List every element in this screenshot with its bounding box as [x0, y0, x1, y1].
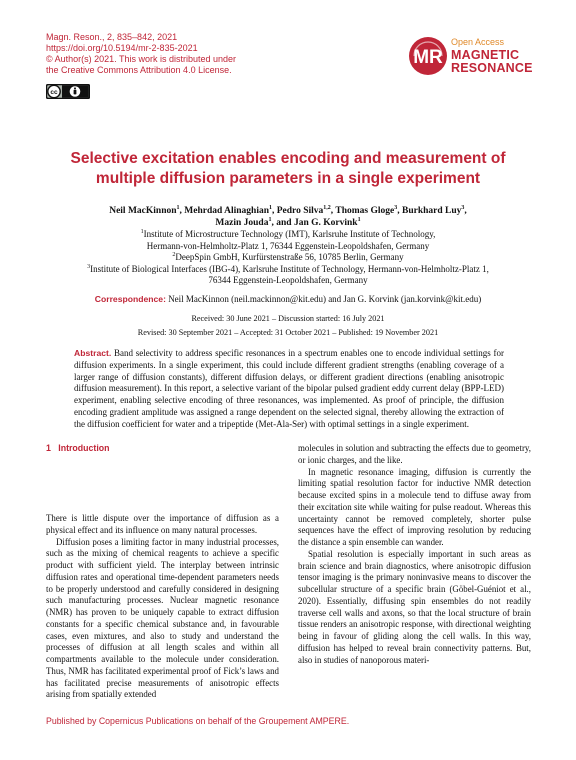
- affiliation-text: Institute of Microstructure Technology (IMT), Karlsruhe Institute of Technology,: [143, 229, 436, 239]
- logo-line-magnetic: MAGNETIC: [451, 48, 520, 62]
- author-name: Pedro Silva: [276, 206, 324, 216]
- abstract-label: Abstract.: [74, 348, 112, 358]
- affiliation-sup: 1: [140, 229, 144, 235]
- dates-line-2: Revised: 30 September 2021 – Accepted: 31 October 2021 – Published: 19 November 2021: [137, 328, 439, 337]
- author-affil-sup: 3: [394, 204, 398, 211]
- journal-logo: [408, 36, 558, 80]
- author-affil-sup: 1: [268, 216, 272, 223]
- logo-line-resonance: RESONANCE: [451, 61, 533, 75]
- author-name: Thomas Gloge: [335, 206, 395, 216]
- body-column-left: [46, 513, 279, 701]
- affiliation-line: [40, 264, 536, 276]
- affiliation-text: Hermann-von-Helmholtz-Platz 1, 76344 Eggenstein-Leopoldshafen, Germany: [146, 240, 430, 251]
- author-name: Neil MacKinnon: [109, 206, 177, 216]
- body-column-right: [298, 443, 531, 666]
- correspondence-label: Correspondence:: [94, 294, 166, 304]
- section-title: Introduction: [58, 443, 110, 453]
- author-affil-sup: 1,2: [323, 204, 331, 211]
- body-paragraph: Diffusion poses a limiting factor in many industrial processes, such as the mixing of chemical reagents to achieve a specific product with sufficient yield. The interplay between intrinsic diffusion rates and operational time-dependent parameters needs to be properly understood and carefully considered in designing such manufacturing processes. Nuclear magnetic resonance (NMR) has proven to be uniquely capable to extract diffusion constants for a specific chemical substance and, in favourable cases, even mixtures, and also to study and understand the processes of diffusion at all length scales and within all compartments available to the molecule under consideration. Thus, NMR has facilitated experimental proof of Fick’s laws and has facilitated precise measurements of anisotropic effects arising from spatially extended: [46, 536, 279, 700]
- author-line-2: Mazin Jouda$^1$, and Jan G. Korvink$^1$: [215, 216, 361, 228]
- license-line[interactable]: the Creative Commons Attribution 4.0 License.: [46, 65, 232, 75]
- dates-line-1: Received: 30 June 2021 – Discussion started: 16 July 2021: [191, 314, 385, 323]
- cc-badge-text: cc: [50, 89, 58, 96]
- magnetic-resonance-logo-icon: [408, 36, 448, 76]
- affiliation-sup: 3: [87, 263, 91, 270]
- author-affil-sup: 3: [461, 204, 465, 211]
- open-access-label: Open Access: [451, 37, 505, 47]
- citation-line: Magn. Reson., 2, 835–842, 2021: [46, 32, 178, 42]
- section-number: 1: [46, 443, 51, 453]
- author-affil-sup: 1: [357, 216, 361, 223]
- section-heading-introduction: [46, 443, 110, 453]
- body-paragraph: Spatial resolution is especially important in such areas as brain science and brain diagnostics, where anisotropic diffusion tensor imaging is the primary noninvasive means to discover the subcellular structure of a specific brain (Göbel-Guéniot et al., 2020). Essentially, diffusing spin ensembles do not readily traverse cell walls and axons, so that the local structure of brain tissue renders an anisotropic response, with directional weighting being in favour of gliding along the cell walls. In this way, diffusion has helped to reveal brain connectivity patterns. But, also in studies of nanoporous materi-: [298, 548, 531, 665]
- and-word: and: [276, 218, 292, 228]
- author-name: Mehrdad Alinaghian: [184, 206, 269, 216]
- abstract: [74, 348, 504, 431]
- abstract-text: Band selectivity to address specific resonances in a spectrum enables one to encode individual settings for diffusion experiments. In a single experiment, this could include different gradient strengths (enabling coverage of a larger range of diffusion constants), different diffusion delays, or different gradient directions (enabling anisotropic diffusion measurement). In this report, a selective variant of the bipolar pulsed gradient eddy current delay (BPP-LED) experiment, enabling selective encoding of three resonances, was implemented. As proof of principle, the diffusion encoding gradient amplitude was assigned a range dependent on the selected signal, thereby allowing the extraction of the diffusion coefficient for water and a tripeptide (Met-Ala-Ser) with optimal settings in a single experiment.: [74, 348, 505, 429]
- affiliation-text: DeepSpin GmbH, Kurfürstenstraße 56, 10785 Berlin, Germany: [175, 252, 404, 263]
- body-paragraph: There is little dispute over the importance of diffusion as a physical effect and its influence on many natural processes.: [46, 513, 279, 535]
- correspondence-text[interactable]: Neil MacKinnon (neil.mackinnon@kit.edu) and Jan G. Korvink (jan.korvink@kit.edu): [168, 294, 482, 304]
- body-paragraph: In magnetic resonance imaging, diffusion is currently the limiting spatial resolution factor for inductive NMR detection because excited spins in a molecule tend to diffuse away from their excitation site while waiting for pulse readout. Whereas this uncertainty cannot be removed completely, shorter pulse sequences have the effect of improving resolution by reducing the distance a spin ensemble can wander.: [298, 466, 531, 547]
- correspondence: [40, 294, 536, 304]
- affiliation-line: [40, 252, 536, 264]
- publication-dates: [40, 312, 536, 340]
- logo-mark-text: MR: [413, 47, 443, 68]
- affiliation-line: [40, 275, 536, 287]
- cc-by-license-icon[interactable]: [46, 84, 90, 99]
- body-paragraph: molecules in solution and subtracting the effects due to geometry, or ionic charges, and the like.: [298, 443, 531, 465]
- affiliation-line: [40, 241, 536, 253]
- copyright-line: © Author(s) 2021. This work is distributed under: [46, 54, 237, 64]
- affiliation-sup: 2: [172, 252, 176, 259]
- affiliation-line: [40, 229, 536, 241]
- author-name: Jan G. Korvink: [293, 218, 358, 228]
- author-line-1: Neil MacKinnon$^1$, Mehrdad Alinaghian$^1$, Pedro Silva$^{1,2}$, Thomas Gloge$^3$, Burkhard Luy$^3$,: [109, 204, 467, 216]
- affiliations: [40, 229, 536, 287]
- publisher-footer: Published by Copernicus Publications on behalf of the Groupement AMPERE.: [46, 716, 350, 726]
- journal-header: [46, 32, 296, 76]
- author-list: [70, 205, 506, 229]
- author-name: Burkhard Luy: [402, 206, 462, 216]
- affiliation-text: Institute of Biological Interfaces (IBG-4), Karlsruhe Institute of Technology, Hermann-von-Helmholtz-Platz 1,: [90, 263, 489, 274]
- doi-link[interactable]: https://doi.org/10.5194/mr-2-835-2021: [46, 43, 198, 53]
- author-affil-sup: 1: [269, 204, 272, 211]
- author-affil-sup: 1: [176, 204, 180, 211]
- paper-title: Selective excitation enables encoding and measurement of multiple diffusion parameters in a single experiment: [70, 150, 506, 187]
- affiliation-text: 76344 Eggenstein-Leopoldshafen, Germany: [208, 275, 368, 286]
- author-name: Mazin Jouda: [215, 218, 269, 228]
